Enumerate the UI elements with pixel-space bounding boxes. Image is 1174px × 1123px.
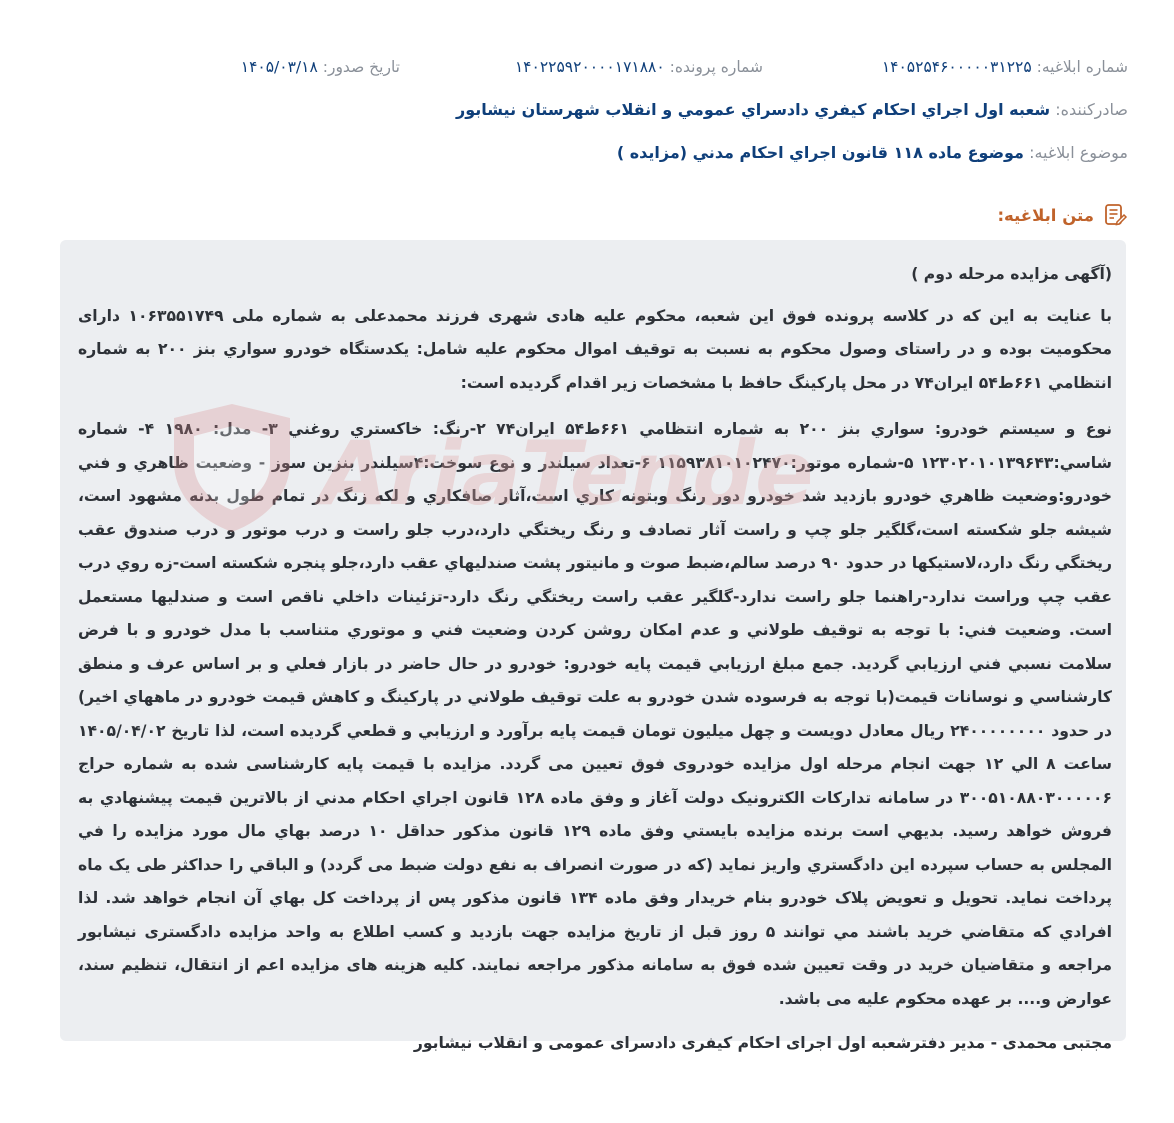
issue-date-value: ۱۴۰۵/۰۳/۱۸ [240,58,318,76]
notice-body [60,240,1126,1052]
case-number-label: شماره پرونده: [669,58,763,76]
case-number [515,58,763,76]
subject-value: موضوع ماده ۱۱۸ قانون اجراي احكام مدني (مزايده ) [616,143,1024,162]
issue-date [241,58,400,76]
subject-line [60,143,1128,162]
auction-heading: (آگهی مزایده مرحله دوم ) [911,265,1112,283]
document-edit-icon [1102,202,1128,228]
issuer-label: صادرکننده: [1055,100,1128,119]
intro-paragraph: با عنایت به این که در کلاسه پرونده فوق این شعبه، محکوم علیه هادی شهری فرزند محمدعلی به شماره ملی ۱۰۶۳۵۵۱۷۴۹ دارای محکومیت بوده و در راستای وصول محکوم به نسبت به توقیف اموال محکوم علیه شامل: يكدستگاه خودرو سواري بنز ۲۰۰ به شماره انتظامي ۶۶۱ط۵۴ ايران۷۴ در محل پاركينگ حافظ با مشخصات زير اقدام گرديده است: [78,306,1113,392]
notice-text-label: متن ابلاغیه: [997,205,1094,225]
issuer-line [60,100,1128,119]
vehicle-details-paragraph: نوع و سيستم خودرو: سواري بنز ۲۰۰ به شماره انتظامي ۶۶۱ط۵۴ ايران۷۴ ۲-رنگ: خاكستري روغني ۳- مدل: ۱۹۸۰ ۴- شماره شاسي:۱۲۳۰۲۰۱۰۱۳۹۶۴۳ ۵-شماره موتور:۱۱۵۹۳۸۱۰۱۰۲۴۷۰ ۶-تعداد سيلندر و نوع سوخت:۴سيلندر بنزين سوز - وضعيت ظاهري و فني خودرو:وضعيت ظاهري خودرو بازديد شد خودرو دور رنگ وبتونه كاري است،آثار صافكاري و لكه زنگ در تمام طول بدنه مشهود است، شيشه جلو شكسته است،گلگير جلو چپ و راست آثار تصادف و رنگ ريختگي دارد،درب جلو راست و درب موتور و درب صندوق عقب ريختگي رنگ دارد،لاستيكها در حدود ۹۰ درصد سالم،ضبط صوت و مانيتور پشت صندليهاي عقب دارد،جلو پنجره شكسته است-زه روي درب عقب چپ وراست ندارد-راهنما جلو راست ندارد-گلگير عقب راست ريختگي رنگ دارد-تزئينات داخلي ناقص است و صندليها مستعمل است. وضعيت فني: با توجه به توقيف طولاني و عدم امكان روشن كردن وضعيت فني و موتوري متناسب با مدل خودرو و با فرض سلامت نسبي فني ارزيابي گرديد. جمع مبلغ ارزيابي قيمت پايه خودرو: خودرو در حال حاضر در بازار فعلي و بر اساس عرف و منطق كارشناسي و نوسانات قيمت(با توجه به فرسوده شدن خودرو به علت توقيف طولاني در پاركينگ و كاهش قيمت خودرو در ماههاي اخير) در حدود ۲۴۰۰۰۰۰۰۰۰ ريال معادل دويست و چهل ميليون تومان قيمت پايه برآورد و ارزيابي و قطعي گرديده است، لذا تاريخ ۱۴۰۵/۰۴/۰۲ ساعت ۸ الي ۱۲ جهت انجام مرحله اول مزایده خودروی فوق تعیین می گردد. مزایده با قیمت پایه کارشناسی شده به شماره حراج ۳۰۰۵۱۰۸۸۰۳۰۰۰۰۰۶ در سامانه تدارکات الکترونیک دولت آغاز و وفق ماده ۱۲۸ قانون اجراي احكام مدني از بالاترين قيمت پيشنهادي به فروش خواهد رسيد. بديهي است برنده مزايده بايستي وفق ماده ۱۲۹ قانون مذكور حداقل ۱۰ درصد بهاي مال مورد مزايده را في المجلس به حساب سپرده اين دادگستري واريز نمايد (كه در صورت انصراف به نفع دولت ضبط مى گردد) و الباقي را حداكثر طى يک ماه پرداخت نمايد. تحويل و تعويض پلاک خودرو بنام خريدار وفق ماده ۱۳۴ قانون مذكور پس از پرداخت كل بهاي آن انجام خواهد شد. لذا افرادي كه متقاضي خريد باشند مي توانند ۵ روز قبل از تاريخ مزايده جهت بازديد و كسب اطلاع به واحد مزايده دادگستری نيشابور مراجعه و متقاضيان خريد در وقت تعيين شده فوق به سامانه مذكور مراجعه نمايند. کلیه هزینه های مزایده اعم از انتقال، تنظیم سند، عوارض و.... بر عهده محکوم علیه می باشد. [78,420,1113,1008]
notice-number-label: شماره ابلاغیه: [1036,58,1128,76]
watermark-text: AriaTende [320,422,810,525]
issue-date-label: تاریخ صدور: [322,58,400,76]
issuer-value: شعبه اول اجراي احكام كيفري دادسراي عمومي و انقلاب شهرستان نيشابور [456,100,1051,119]
subject-label: موضوع ابلاغیه: [1029,143,1128,162]
notice-text-title [997,200,1128,230]
case-number-value: ۱۴۰۲۲۵۹۲۰۰۰۰۱۷۱۸۸۰ [514,58,665,76]
signature-line: مجتبی محمدی - مدیر دفترشعبه اول اجرای احکام کیفری دادسرای عمومی و انقلاب نیشابور [413,1034,1112,1052]
notice-number-value: ۱۴۰۵۲۵۴۶۰۰۰۰۰۳۱۲۲۵ [881,58,1032,76]
notice-meta-row [60,58,1128,82]
notice-number [882,58,1128,76]
